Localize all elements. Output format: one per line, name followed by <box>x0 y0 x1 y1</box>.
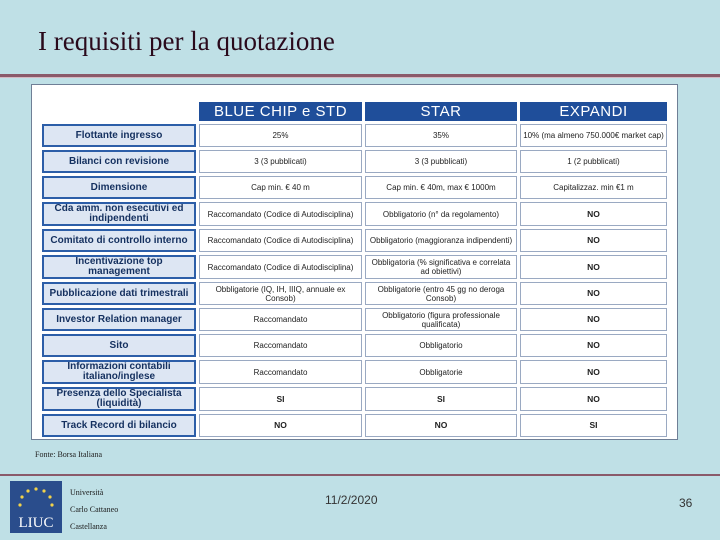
table-body <box>42 124 667 437</box>
row-label: Bilanci con revisione <box>42 150 196 173</box>
cell-star: NO <box>365 414 517 437</box>
source-note: Fonte: Borsa Italiana <box>35 450 103 459</box>
cell-expandi: Capitalizzaz. min €1 m <box>520 176 667 199</box>
cell-blue-chip: Raccomandato <box>199 360 362 384</box>
row-label: Sito <box>42 334 196 357</box>
svg-text:LIUC: LIUC <box>18 515 54 531</box>
column-header-blue-chip: BLUE CHIP e STD <box>199 102 362 121</box>
cell-star: Obbligatoria (% significativa e correlata ad obiettivi) <box>365 255 517 279</box>
table-row <box>42 387 667 411</box>
row-label: Incentivazione top management <box>42 255 196 279</box>
title-divider <box>0 74 720 78</box>
cell-expandi: NO <box>520 282 667 305</box>
institution-name <box>70 484 118 535</box>
cell-expandi: NO <box>520 360 667 384</box>
cell-expandi: NO <box>520 308 667 331</box>
slide-date: 11/2/2020 <box>325 493 378 507</box>
table-row <box>42 360 667 384</box>
table-row <box>42 202 667 226</box>
cell-blue-chip: Raccomandato <box>199 334 362 357</box>
table-header-row <box>42 102 667 121</box>
table-row <box>42 334 667 357</box>
cell-expandi: SI <box>520 414 667 437</box>
row-label: Investor Relation manager <box>42 308 196 331</box>
page-number: 36 <box>679 496 693 510</box>
cell-expandi: NO <box>520 229 667 252</box>
row-label: Comitato di controllo interno <box>42 229 196 252</box>
cell-blue-chip: 25% <box>199 124 362 147</box>
cell-blue-chip: Raccomandato <box>199 308 362 331</box>
table-row <box>42 282 667 305</box>
cell-expandi: NO <box>520 255 667 279</box>
table-row <box>42 150 667 173</box>
requirements-table-frame <box>31 84 678 440</box>
cell-blue-chip: Raccomandato (Codice di Autodisciplina) <box>199 255 362 279</box>
table-row <box>42 176 667 199</box>
table-row <box>42 255 667 279</box>
cell-star: Obbligatorie (entro 45 gg no deroga Consob) <box>365 282 517 305</box>
cell-blue-chip: 3 (3 pubblicati) <box>199 150 362 173</box>
row-label: Dimensione <box>42 176 196 199</box>
cell-blue-chip: Obbligatorie (IQ, IH, IIIQ, annuale ex Consob) <box>199 282 362 305</box>
cell-blue-chip: Raccomandato (Codice di Autodisciplina) <box>199 229 362 252</box>
liuc-logo <box>10 481 62 533</box>
cell-expandi: NO <box>520 334 667 357</box>
table-row <box>42 414 667 437</box>
cell-star: Obbligatorio (n° da regolamento) <box>365 202 517 226</box>
table-row <box>42 124 667 147</box>
cell-star: Obbligatorio (figura professionale qualificata) <box>365 308 517 331</box>
column-header-expandi: EXPANDI <box>520 102 667 121</box>
cell-star: Cap min. € 40m, max € 1000m <box>365 176 517 199</box>
institution-line: Castellanza <box>70 522 107 531</box>
table-row <box>42 308 667 331</box>
header-corner <box>42 102 196 121</box>
cell-star: 3 (3 pubblicati) <box>365 150 517 173</box>
institution-line: Carlo Cattaneo <box>70 505 119 514</box>
cell-star: Obbligatorio <box>365 334 517 357</box>
column-header-star: STAR <box>365 102 517 121</box>
cell-expandi: 1 (2 pubblicati) <box>520 150 667 173</box>
cell-expandi: NO <box>520 202 667 226</box>
row-label: Pubblicazione dati trimestrali <box>42 282 196 305</box>
cell-blue-chip: Cap min. € 40 m <box>199 176 362 199</box>
row-label: Cda amm. non esecutivi ed indipendenti <box>42 202 196 226</box>
footer-divider <box>0 474 720 476</box>
cell-star: 35% <box>365 124 517 147</box>
institution-line: Università <box>70 488 104 497</box>
cell-blue-chip: NO <box>199 414 362 437</box>
cell-expandi: NO <box>520 387 667 411</box>
cell-star: Obbligatorio (maggioranza indipendenti) <box>365 229 517 252</box>
row-label: Presenza dello Specialista (liquidità) <box>42 387 196 411</box>
table-row <box>42 229 667 252</box>
row-label: Track Record di bilancio <box>42 414 196 437</box>
cell-blue-chip: SI <box>199 387 362 411</box>
slide-title: I requisiti per la quotazione <box>38 26 335 56</box>
row-label: Flottante ingresso <box>42 124 196 147</box>
cell-blue-chip: Raccomandato (Codice di Autodisciplina) <box>199 202 362 226</box>
cell-star: SI <box>365 387 517 411</box>
cell-star: Obbligatorie <box>365 360 517 384</box>
requirements-table <box>39 99 670 440</box>
cell-expandi: 10% (ma almeno 750.000€ market cap) <box>520 124 667 147</box>
row-label: Informazioni contabili italiano/inglese <box>42 360 196 384</box>
